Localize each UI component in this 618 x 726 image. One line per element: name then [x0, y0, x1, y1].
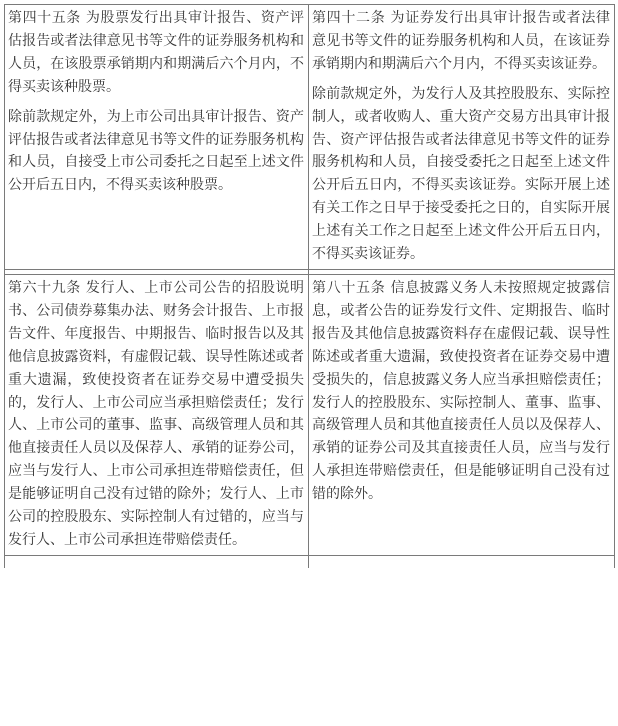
new-law-cell [309, 5, 615, 270]
table-row [5, 5, 615, 270]
article-paragraph: 第四十五条 为股票发行出具审计报告、资产评估报告或者法律意见书等文件的证券服务机构和人员，在该股票承销期内和期满后六个月内，不得买卖该种股票。 [8, 10, 304, 95]
article-paragraph: 第四十二条 为证券发行出具审计报告或者法律意见书等文件的证券服务机构和人员，在该证券承销期内和期满后六个月内，不得买卖该证券。 [312, 10, 610, 72]
law-comparison-table [4, 4, 615, 568]
article-paragraph: 除前款规定外，为上市公司出具审计报告、资产评估报告或者法律意见书等文件的证券服务机构和人员，自接受上市公司委托之日起至上述文件公开后五日内，不得买卖该种股票。 [8, 108, 304, 194]
article-paragraph: 除前款规定外，为发行人及其控股股东、实际控制人，或者收购人、重大资产交易方出具审计报告、资产评估报告或者法律意见书等文件的证券服务机构和人员，自接受委托之日起至上述文件公开后五日内，不得买卖该证券。实际开展上述有关工作之日早于接受委托之日的，自实际开展上述有关工作之日起至上述文件公开后五日内，不得买卖该证券。 [312, 85, 610, 263]
old-law-cell [5, 5, 309, 270]
article-paragraph: 第六十九条 发行人、上市公司公告的招股说明书、公司债券募集办法、财务会计报告、上市报告文件、年度报告、中期报告、临时报告以及其他信息披露资料，有虚假记载、误导性陈述或者重大遗漏，致使投资者在证券交易中遭受损失的，发行人、上市公司应当承担赔偿责任；发行人、上市公司的董事、监事、高级管理人员和其他直接责任人员以及保荐人、承销的证券公司，应当与发行人、上市公司承担连带赔偿责任，但是能够证明自己没有过错的除外；发行人、上市公司的控股股东、实际控制人有过错的，应当与发行人、上市公司承担连带赔偿责任。 [8, 279, 304, 548]
new-law-cell [309, 274, 615, 555]
table-row [5, 274, 615, 555]
row-separator [5, 555, 615, 568]
article-paragraph: 第八十五条 信息披露义务人未按照规定披露信息，或者公告的证券发行文件、定期报告、临时报告及其他信息披露资料存在虚假记载、误导性陈述或者重大遗漏，致使投资者在证券交易中遭受损失的，信息披露义务人应当承担赔偿责任；发行人的控股股东、实际控制人、董事、监事、高级管理人员和其他直接责任人员以及保荐人、承销的证券公司及其直接责任人员，应当与发行人承担连带赔偿责任，但是能够证明自己没有过错的除外。 [312, 279, 610, 503]
old-law-cell [5, 274, 309, 555]
